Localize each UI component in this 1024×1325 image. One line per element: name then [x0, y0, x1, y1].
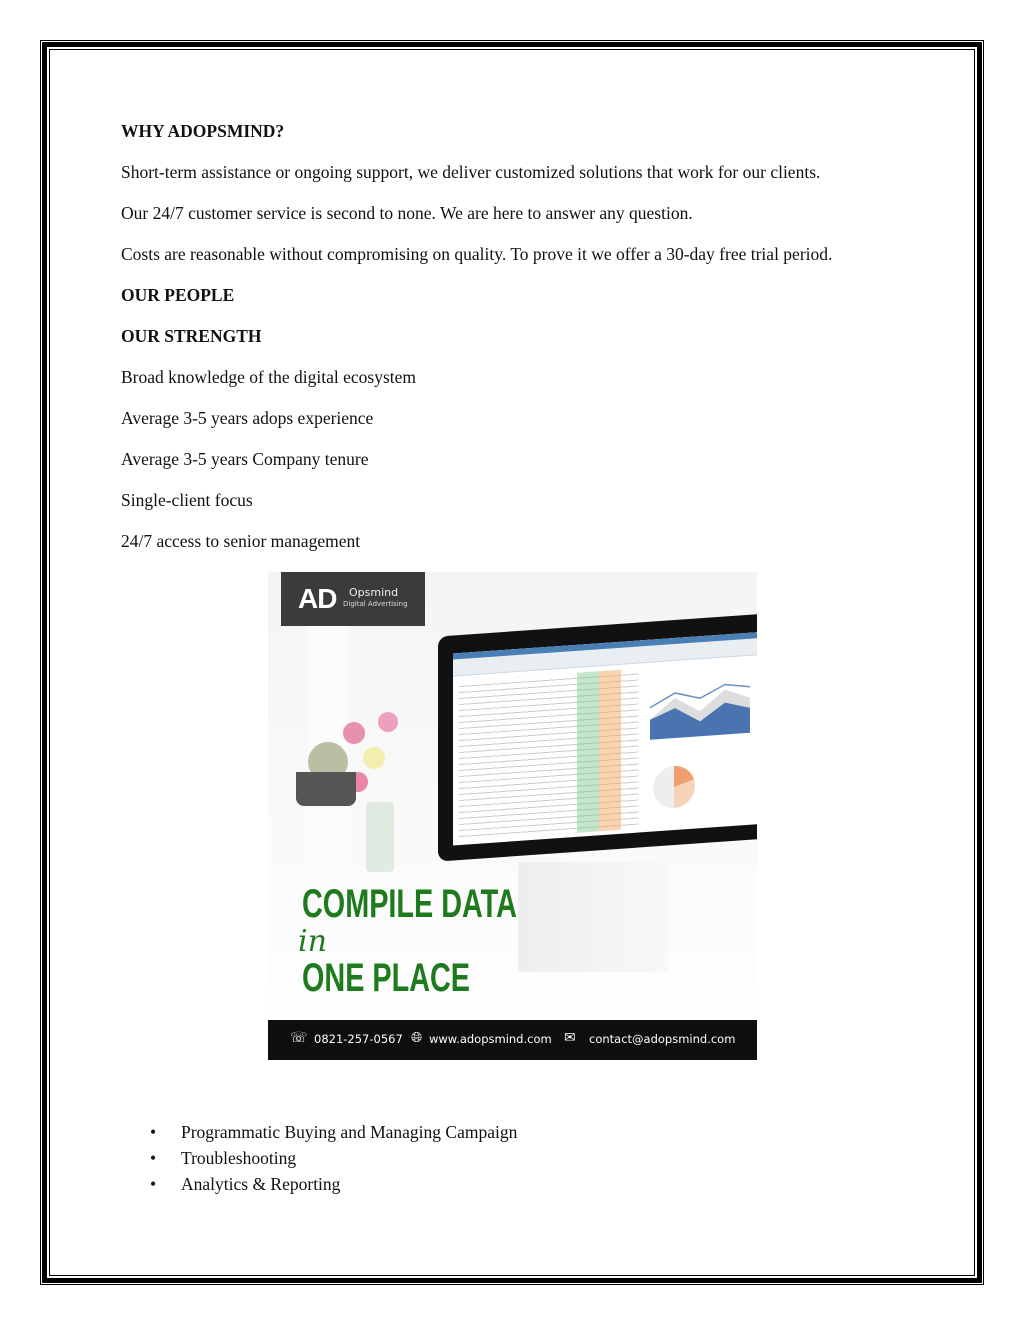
headline-compile-data: COMPILE DATA: [302, 882, 517, 926]
headline-in: in: [298, 924, 327, 959]
strength-item: Average 3-5 years adops experience: [121, 408, 374, 428]
plant-pot: [296, 772, 356, 806]
strength-heading: OUR STRENGTH: [121, 326, 262, 346]
why-paragraph: Costs are reasonable without compromising on quality. To prove it we offer a 30-day free trial period.: [121, 244, 833, 264]
bullet-icon: •: [150, 1174, 157, 1194]
phone-icon: ☏: [290, 1030, 308, 1046]
logo-mark: AD: [298, 583, 337, 614]
headline-one-place: ONE PLACE: [302, 956, 471, 1000]
why-heading: WHY ADOPSMIND?: [121, 121, 285, 141]
spreadsheet-grid: [459, 668, 639, 841]
strength-item: Broad knowledge of the digital ecosystem: [121, 367, 416, 387]
strength-item: Single-client focus: [121, 490, 253, 510]
strength-item: 24/7 access to senior management: [121, 531, 361, 551]
envelope-icon: ✉: [564, 1030, 576, 1046]
globe-icon: 🌐︎: [411, 1030, 423, 1046]
strength-item: Average 3-5 years Company tenure: [121, 449, 369, 469]
bullet-icon: •: [150, 1122, 157, 1142]
phone-number: 0821-257-0567: [314, 1032, 403, 1046]
bullet-icon: •: [150, 1148, 157, 1168]
adopsmind-logo: [281, 572, 425, 626]
pie-chart-illustration: [653, 765, 695, 810]
logo-tagline: Digital Advertising: [343, 600, 408, 608]
why-paragraph: Our 24/7 customer service is second to none. We are here to answer any question.: [121, 203, 693, 223]
area-chart-illustration: [645, 672, 755, 750]
why-paragraph: Short-term assistance or ongoing support, we deliver customized solutions that work for our clients.: [121, 162, 821, 182]
email-link[interactable]: contact@adopsmind.com: [589, 1032, 736, 1046]
spreadsheet-screen: [453, 632, 757, 846]
people-heading: OUR PEOPLE: [121, 285, 235, 305]
logo-name: Opsmind: [349, 586, 399, 599]
flower-vase: [348, 772, 408, 882]
monitor-stand: [518, 862, 668, 972]
monitor-illustration: [438, 613, 757, 861]
spreadsheet-ribbon: [453, 632, 757, 677]
promo-banner-image: [268, 572, 757, 1060]
contact-bar: [268, 1020, 757, 1060]
website-link[interactable]: www.adopsmind.com: [429, 1032, 552, 1046]
